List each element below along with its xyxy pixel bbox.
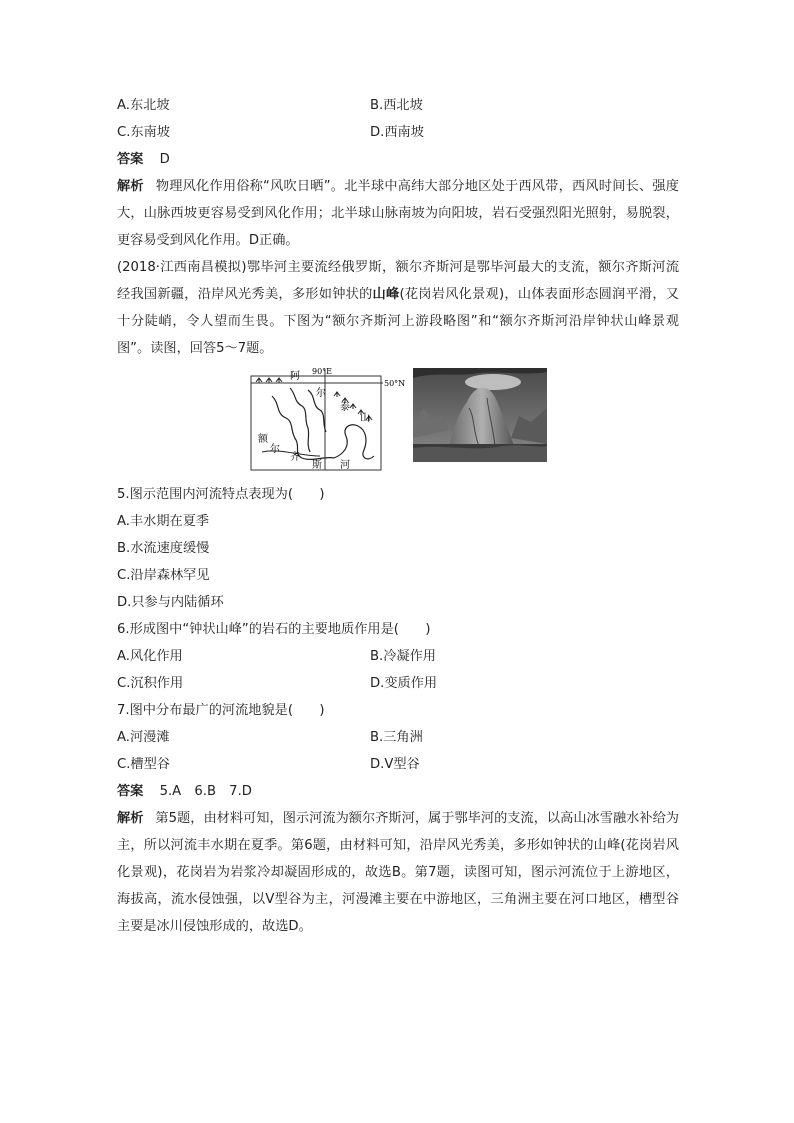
- q4-option-b[interactable]: B.西北坡: [370, 98, 423, 113]
- q4-options-row-1: [117, 92, 679, 119]
- q5-option-b[interactable]: B.水流速度缓慢: [117, 541, 210, 556]
- map-char-e: 额: [258, 434, 268, 445]
- q5-stem: 5.图示范围内河流特点表现为( ): [117, 487, 325, 502]
- q4-option-c[interactable]: C.东南坡: [117, 125, 170, 140]
- q4-answer-value: D: [159, 152, 170, 167]
- q6-option-a[interactable]: A.风化作用: [117, 649, 183, 664]
- q7-option-b[interactable]: B.三角洲: [370, 730, 423, 745]
- q7-option-d[interactable]: D.V型谷: [370, 757, 420, 772]
- map-char-he: 河: [340, 460, 350, 471]
- q7-options-row-1: [117, 724, 679, 751]
- answers-label: 答案: [117, 784, 144, 799]
- map-char-si: 斯: [312, 460, 322, 471]
- q7-stem: 7.图中分布最广的河流地貌是( ): [117, 703, 325, 718]
- q7-option-c[interactable]: C.槽型谷: [117, 757, 170, 772]
- q4-option-d[interactable]: D.西南坡: [370, 125, 424, 140]
- passage-text-1: 鄂毕河主要流经俄罗斯，额尔齐斯河是鄂毕河最大的支流，额尔齐斯河流经我国新疆，沿岸风光秀美，多形如钟状的: [117, 260, 680, 302]
- q6-option-d[interactable]: D.变质作用: [370, 676, 438, 691]
- answers-value: 5.A 6.B 7.D: [159, 784, 252, 799]
- passage-source: (2018·江西南昌模拟): [117, 260, 247, 275]
- q4-analysis-label: 解析: [117, 179, 144, 194]
- map-char-er-2: 尔: [270, 444, 280, 455]
- q5-option-d[interactable]: D.只参与内陆循环: [117, 595, 224, 610]
- map-char-qi: 齐: [290, 452, 300, 463]
- map-char-a: 阿: [290, 371, 300, 382]
- q5-option-a[interactable]: A.丰水期在夏季: [117, 514, 210, 529]
- passage: [117, 254, 679, 362]
- latitude-label: 50°N: [384, 379, 406, 388]
- q5-option-c[interactable]: C.沿岸森林罕见: [117, 568, 210, 583]
- figures: [117, 366, 679, 478]
- bell-peak-photo: [413, 368, 547, 462]
- q4-answer: [117, 146, 679, 173]
- q4-option-a[interactable]: A.东北坡: [117, 98, 170, 113]
- longitude-label: 90°E: [312, 367, 333, 376]
- q7-options-row-2: [117, 751, 679, 778]
- answers: [117, 778, 679, 805]
- q6-option-c[interactable]: C.沉积作用: [117, 676, 184, 691]
- q6-options-row-1: [117, 643, 679, 670]
- passage-text-2: (花岗岩风化景观)，山体表面形态圆润平滑，又十分陡峭，令人望而生畏。下图为“额尔齐斯河上游段略图”和“额尔齐斯河沿岸钟状山峰景观图”。读图，回答5～7题。: [117, 287, 679, 356]
- page-content: [117, 92, 679, 940]
- q4-answer-label: 答案: [117, 152, 144, 167]
- q6-options-row-2: [117, 670, 679, 697]
- q6-stem: 6.形成图中“钟状山峰”的岩石的主要地质作用是( ): [117, 622, 431, 637]
- q7-option-a[interactable]: A.河漫滩: [117, 730, 170, 745]
- q4-analysis-text: 物理风化作用俗称“风吹日晒”。北半球中高纬大部分地区处于西风带，西风时间长、强度大，山脉西坡更容易受到风化作用；北半球山脉南坡为向阳坡，岩石受强烈阳光照射，易脱裂，更容易受到风化作用。D正确。: [117, 179, 679, 248]
- map-char-er-1: 尔: [316, 388, 326, 399]
- answers-analysis-label: 解析: [117, 811, 144, 826]
- map-char-shan: 山: [360, 413, 370, 424]
- q6-option-b[interactable]: B.冷凝作用: [370, 649, 436, 664]
- q4-analysis: [117, 173, 679, 254]
- answers-analysis-text: 第5题，由材料可知，图示河流为额尔齐斯河，属于鄂毕河的支流，以高山冰雪融水补给为主，所以河流丰水期在夏季。第6题，由材料可知，沿岸风光秀美，多形如钟状的山峰(花岗岩风化景观)，花岗岩为岩浆冷却凝固形成的，故选B。第7题，读图可知，图示河流位于上游地区，海拔高，流水侵蚀强，以V型谷为主，河漫滩主要在中游地区，三角洲主要在河口地区，槽型谷主要是冰川侵蚀形成的，故选D。: [117, 811, 679, 934]
- answers-analysis: [117, 805, 679, 940]
- q4-options-row-2: [117, 119, 679, 146]
- map-char-tai: 泰: [340, 402, 350, 413]
- passage-bold-word: 山峰: [372, 287, 400, 302]
